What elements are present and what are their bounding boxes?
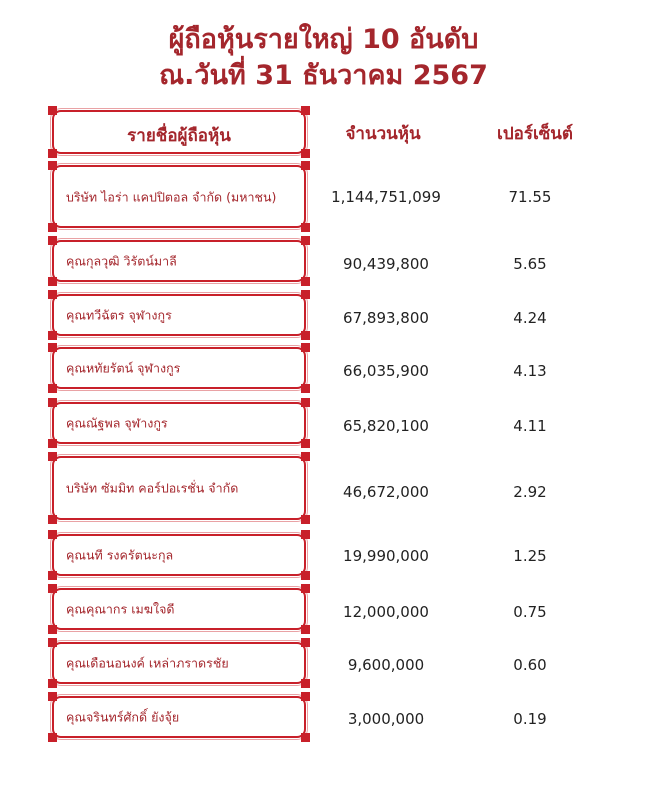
- percent-value: 1.25: [513, 547, 547, 565]
- shares-value: 66,035,900: [343, 362, 429, 380]
- header-percent-label: เปอร์เซ็นต์: [497, 124, 573, 144]
- shareholder-name-box: [52, 588, 306, 630]
- shares-value: 65,820,100: [343, 417, 429, 435]
- shareholder-name-box: [52, 402, 306, 444]
- shareholder-name: คุณทวีฉัตร จุฬางกูร: [66, 307, 172, 323]
- percent-value: 0.19: [513, 710, 547, 728]
- shareholder-name: คุณกุลวุฒิ วิรัตน์มาลี: [66, 253, 177, 269]
- shareholder-name-box: [52, 294, 306, 336]
- shares-value: 19,990,000: [343, 547, 429, 565]
- percent-value: 0.60: [513, 656, 547, 674]
- page-title: ผู้ถือหุ้นรายใหญ่ 10 อันดับ: [168, 24, 479, 55]
- shares-value: 3,000,000: [347, 710, 425, 728]
- shareholder-name: คุณจรินทร์ศักดิ์ ยังจุ้ย: [66, 709, 180, 725]
- shares-value: 12,000,000: [343, 603, 429, 621]
- shareholder-name: บริษัท ซัมมิท คอร์ปอเรชั่น จำกัด: [66, 480, 239, 496]
- shareholder-name: คุณหทัยรัตน์ จุฬางกูร: [66, 360, 181, 376]
- percent-value: 4.24: [513, 309, 547, 327]
- shares-value: 46,672,000: [343, 483, 429, 501]
- percent-value: 71.55: [508, 188, 552, 206]
- shareholder-name-box: [52, 165, 306, 228]
- shareholder-name: คุณณัฐพล จุฬางกูร: [66, 415, 168, 431]
- shares-value: 1,144,751,099: [331, 188, 441, 206]
- shares-value: 9,600,000: [347, 656, 425, 674]
- shareholder-name-box: [52, 642, 306, 684]
- shareholder-name: คุณนที รงครัตนะกุล: [66, 547, 174, 563]
- shareholder-name-box: [52, 696, 306, 738]
- shares-value: 90,439,800: [343, 255, 429, 273]
- shares-value: 67,893,800: [343, 309, 429, 327]
- shareholder-name-box: [52, 347, 306, 389]
- percent-value: 0.75: [513, 603, 547, 621]
- page-subtitle-date: ณ.วันที่ 31 ธันวาคม 2567: [159, 60, 488, 91]
- shareholder-name: คุณเดือนอนงค์ เหล่าภราดรชัย: [66, 655, 229, 671]
- percent-value: 2.92: [513, 483, 547, 501]
- header-name-box: [52, 110, 306, 154]
- shareholder-name: คุณคุณากร เมฆใจดี: [66, 601, 175, 617]
- percent-value: 5.65: [513, 255, 547, 273]
- shareholder-name-box: [52, 240, 306, 282]
- header-shares-label: จำนวนหุ้น: [345, 124, 421, 144]
- shareholder-name: บริษัท ไอร่า แคปปิตอล จำกัด (มหาชน): [66, 189, 277, 204]
- percent-value: 4.11: [513, 417, 547, 435]
- shareholder-name-box: [52, 456, 306, 520]
- shareholder-name-box: [52, 534, 306, 576]
- percent-value: 4.13: [513, 362, 547, 380]
- header-name-label: รายชื่อผู้ถือหุ้น: [127, 126, 231, 146]
